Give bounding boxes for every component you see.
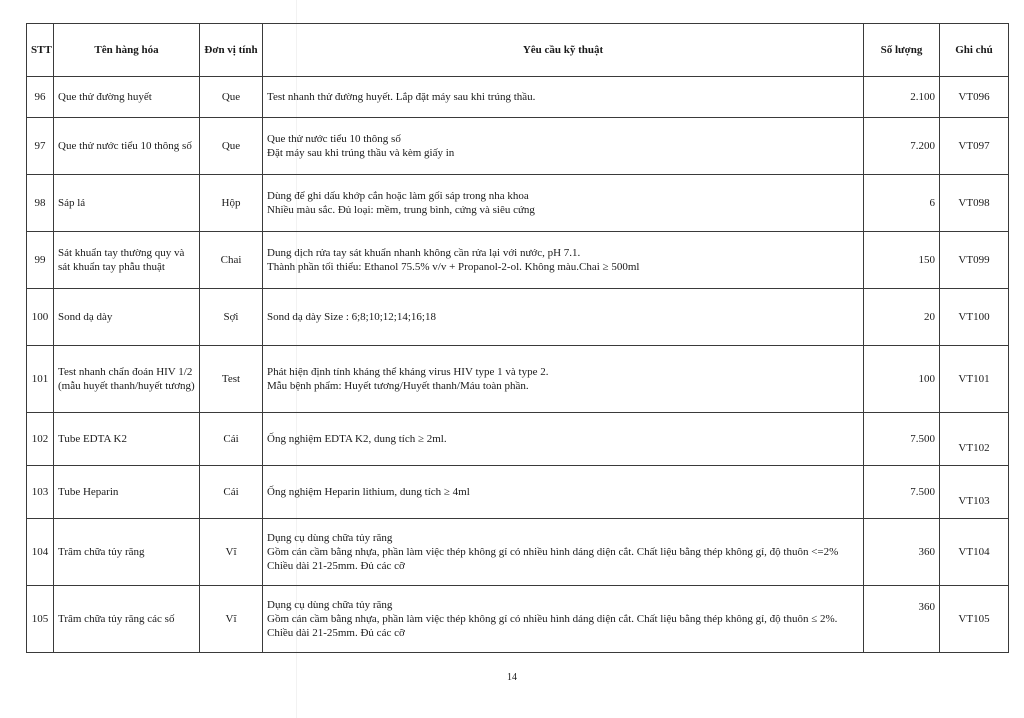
row-quantity: 20 (864, 289, 940, 346)
row-stt: 98 (27, 175, 54, 232)
table-row (27, 175, 1009, 232)
row-note: VT101 (940, 346, 1009, 413)
row-note: VT096 (940, 77, 1009, 118)
row-requirements (263, 586, 864, 653)
requirement-line: Que thử nước tiểu 10 thông số (267, 133, 401, 145)
requirement-line: Test nhanh thử đường huyết. Lắp đặt máy sau khi trúng thầu. (267, 91, 536, 103)
row-item-name: Que thử đường huyết (54, 77, 200, 118)
table-row (27, 586, 1009, 653)
row-unit: Hộp (200, 175, 263, 232)
row-unit: Test (200, 346, 263, 413)
row-item-name: Sáp lá (54, 175, 200, 232)
row-unit: Que (200, 77, 263, 118)
row-requirements (263, 175, 864, 232)
requirement-line: Chiều dài 21-25mm. Đủ các cỡ (267, 560, 405, 572)
row-stt: 103 (27, 466, 54, 519)
row-stt: 96 (27, 77, 54, 118)
row-stt: 99 (27, 232, 54, 289)
requirement-line: Ống nghiệm Heparin lithium, dung tích ≥ 4ml (267, 486, 470, 498)
requirement-line: Ống nghiệm EDTA K2, dung tích ≥ 2ml. (267, 433, 447, 445)
procurement-table (26, 23, 1009, 653)
page-number: 14 (507, 672, 517, 683)
row-item-name: Sond dạ dày (54, 289, 200, 346)
table-row (27, 232, 1009, 289)
requirement-line: Gồm cán cầm bằng nhựa, phần làm việc thép không gỉ có nhiều hình dáng diện cắt. Chất liệu bằng thép không gỉ, độ thuôn <=2% (267, 546, 839, 558)
row-quantity: 2.100 (864, 77, 940, 118)
requirement-line: Nhiều màu sắc. Đủ loại: mềm, trung bình, cứng và siêu cứng (267, 204, 535, 216)
table-row (27, 118, 1009, 175)
row-item-name: Trâm chữa tủy răng (54, 519, 200, 586)
header-stt: STT (27, 24, 54, 77)
row-note: VT098 (940, 175, 1009, 232)
document-sheet (26, 23, 1008, 653)
requirement-line: Gồm cán cầm bằng nhựa, phần làm việc thép không gỉ có nhiều hình dáng diện cắt. Chất liệu bằng thép không gỉ, độ thuôn ≤ 2%. Chiều dài 21-25mm. Đủ các cỡ (267, 613, 838, 639)
header-quantity: Số lượng (864, 24, 940, 77)
row-unit: Chai (200, 232, 263, 289)
row-note: VT104 (940, 519, 1009, 586)
table-row (27, 413, 1009, 466)
row-quantity: 7.200 (864, 118, 940, 175)
row-item-name: Sát khuẩn tay thường quy và sát khuẩn tay phẫu thuật (54, 232, 200, 289)
header-unit: Đơn vị tính (200, 24, 263, 77)
row-quantity: 360 (864, 519, 940, 586)
row-item-name: Que thử nước tiểu 10 thông số (54, 118, 200, 175)
row-unit: Sợi (200, 289, 263, 346)
row-quantity: 7.500 (864, 466, 940, 519)
row-requirements (263, 466, 864, 519)
requirement-line: Sond dạ dày Size : 6;8;10;12;14;16;18 (267, 311, 436, 323)
row-quantity: 7.500 (864, 413, 940, 466)
row-unit: Vĩ (200, 586, 263, 653)
requirement-line: Dụng cụ dùng chữa tủy răng (267, 599, 393, 611)
requirement-line: Thành phần tối thiểu: Ethanol 75.5% v/v + Propanol-2-ol. Không màu.Chai ≥ 500ml (267, 261, 640, 273)
row-stt: 105 (27, 586, 54, 653)
requirement-line: Dung dịch rửa tay sát khuẩn nhanh không cần rửa lại với nước, pH 7.1. (267, 247, 581, 259)
header-note: Ghi chú (940, 24, 1009, 77)
row-note: VT097 (940, 118, 1009, 175)
table-row (27, 289, 1009, 346)
row-requirements (263, 118, 864, 175)
row-stt: 104 (27, 519, 54, 586)
table-row (27, 519, 1009, 586)
row-quantity: 150 (864, 232, 940, 289)
requirement-line: Mẫu bệnh phẩm: Huyết tương/Huyết thanh/Máu toàn phần. (267, 380, 529, 392)
table-row (27, 466, 1009, 519)
row-requirements (263, 77, 864, 118)
row-requirements (263, 413, 864, 466)
row-unit: Cái (200, 413, 263, 466)
requirement-line: Đặt máy sau khi trúng thầu và kèm giấy in (267, 147, 455, 159)
row-quantity: 6 (864, 175, 940, 232)
row-item-name: Test nhanh chẩn đoán HIV 1/2 (mẫu huyết thanh/huyết tương) (54, 346, 200, 413)
row-note: VT105 (940, 586, 1009, 653)
row-note: VT103 (940, 466, 1009, 519)
row-note: VT099 (940, 232, 1009, 289)
row-requirements (263, 289, 864, 346)
row-stt: 101 (27, 346, 54, 413)
row-stt: 97 (27, 118, 54, 175)
row-note: VT100 (940, 289, 1009, 346)
row-note: VT102 (940, 413, 1009, 466)
requirement-line: Phát hiện định tính kháng thể kháng virus HIV type 1 và type 2. (267, 366, 549, 378)
row-requirements (263, 519, 864, 586)
row-unit: Que (200, 118, 263, 175)
header-name: Tên hàng hóa (54, 24, 200, 77)
table-row (27, 77, 1009, 118)
row-quantity: 360 (864, 586, 940, 653)
row-item-name: Tube EDTA K2 (54, 413, 200, 466)
table-row (27, 346, 1009, 413)
row-requirements (263, 232, 864, 289)
table-header (27, 24, 1009, 77)
row-unit: Cái (200, 466, 263, 519)
row-requirements (263, 346, 864, 413)
table-body (27, 77, 1009, 653)
row-unit: Vĩ (200, 519, 263, 586)
row-stt: 102 (27, 413, 54, 466)
row-item-name: Trâm chữa tủy răng các số (54, 586, 200, 653)
row-item-name: Tube Heparin (54, 466, 200, 519)
requirement-line: Dùng để ghi dấu khớp cắn hoặc làm gối sáp trong nha khoa (267, 190, 529, 202)
requirement-line: Dụng cụ dùng chữa tủy răng (267, 532, 393, 544)
row-stt: 100 (27, 289, 54, 346)
header-requirements: Yêu cầu kỹ thuật (263, 24, 864, 77)
row-quantity: 100 (864, 346, 940, 413)
